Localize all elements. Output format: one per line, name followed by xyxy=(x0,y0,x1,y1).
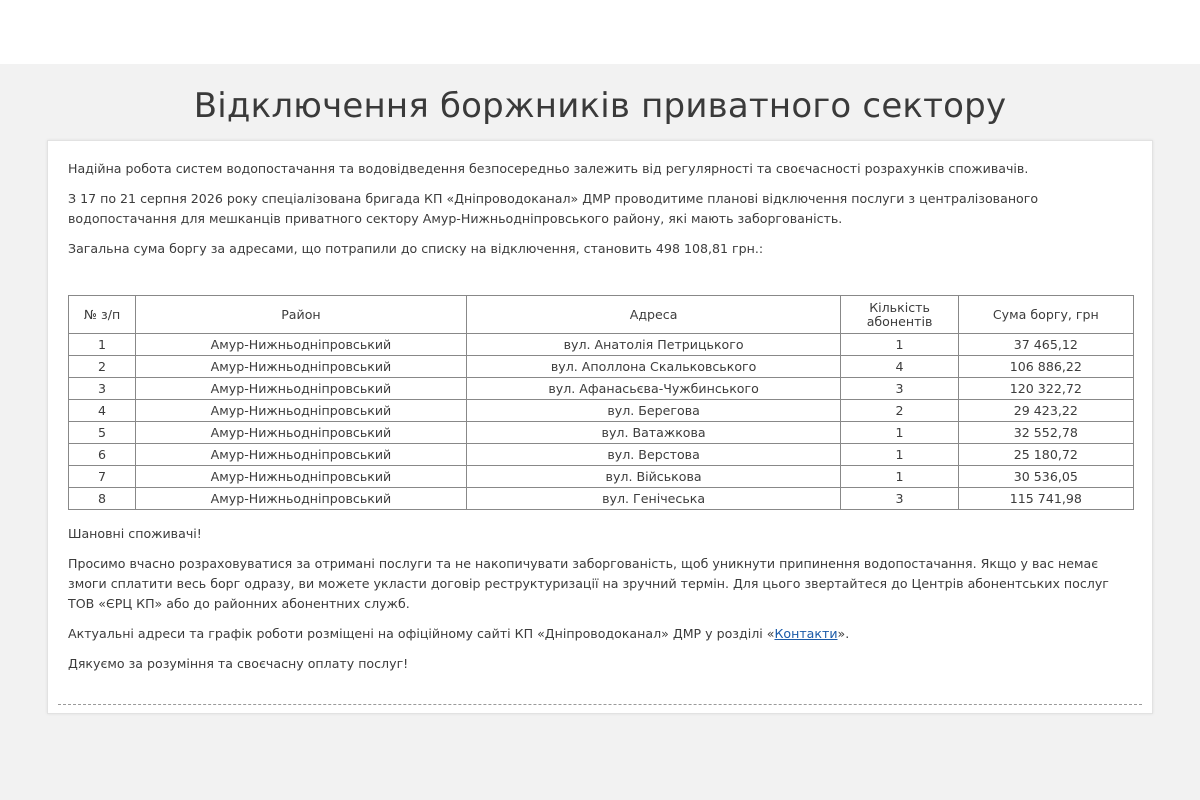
table-row xyxy=(69,422,1134,444)
intro-paragraph-1: Надійна робота систем водопостачання та водовідведення безпосередньо залежить від регулярності та своєчасності розрахунків споживачів. xyxy=(68,161,1029,176)
cell-number: 1 xyxy=(69,334,136,356)
cell-district: Амур-Нижньодніпровський xyxy=(136,422,467,444)
cell-debt-sum: 30 536,05 xyxy=(958,466,1133,488)
cell-district: Амур-Нижньодніпровський xyxy=(136,466,467,488)
cell-subscribers-count: 3 xyxy=(841,378,958,400)
cell-address: вул. Афанасьєва-Чужбинського xyxy=(466,378,841,400)
cell-address: вул. Військова xyxy=(466,466,841,488)
article-card xyxy=(47,140,1153,714)
cell-address: вул. Ватажкова xyxy=(466,422,841,444)
cell-address: вул. Аполлона Скальковського xyxy=(466,356,841,378)
page-title: Відключення боржників приватного сектору xyxy=(193,86,1007,126)
cell-district: Амур-Нижньодніпровський xyxy=(136,444,467,466)
cell-subscribers-count: 2 xyxy=(841,400,958,422)
cell-district: Амур-Нижньодніпровський xyxy=(136,488,467,510)
table-row xyxy=(69,378,1134,400)
cell-debt-sum: 29 423,22 xyxy=(958,400,1133,422)
cell-district: Амур-Нижньодніпровський xyxy=(136,378,467,400)
cell-debt-sum: 120 322,72 xyxy=(958,378,1133,400)
cell-district: Амур-Нижньодніпровський xyxy=(136,334,467,356)
table-body xyxy=(69,334,1134,510)
contacts-link[interactable]: Контакти xyxy=(774,626,838,641)
cell-subscribers-count: 1 xyxy=(841,422,958,444)
cell-debt-sum: 37 465,12 xyxy=(958,334,1133,356)
header-subscribers-count: Кількість абонентів xyxy=(841,296,958,334)
cell-number: 4 xyxy=(69,400,136,422)
intro-paragraph-3: Загальна сума боргу за адресами, що потрапили до списку на відключення, становить 498 108,81 грн.: xyxy=(68,241,764,256)
intro-paragraph-2: З 17 по 21 серпня 2026 року спеціалізована бригада КП «Дніпроводоканал» ДМР проводитиме планові відключення послуги з централізованого водопостачання для мешканців приватного сектору Амур-Нижньодніпровського району, які мають заборгованість. xyxy=(68,191,1039,226)
cell-address: вул. Анатолія Петрицького xyxy=(466,334,841,356)
table-row xyxy=(69,466,1134,488)
outro-paragraph-2 xyxy=(68,624,1134,644)
cell-number: 2 xyxy=(69,356,136,378)
cell-subscribers-count: 3 xyxy=(841,488,958,510)
header-district: Район xyxy=(136,296,467,334)
cell-number: 3 xyxy=(69,378,136,400)
table-row xyxy=(69,400,1134,422)
cell-address: вул. Генічеська xyxy=(466,488,841,510)
outro-paragraph-1: Просимо вчасно розраховуватися за отримані послуги та не накопичувати заборгованість, щоб уникнути припинення водопостачання. Якщо у вас немає змоги сплатити весь борг одразу, ви можете укласти договір реструктуризації на зручний термін. Для цього звертайтеся до Центрів абонентських послуг ТОВ «ЄРЦ КП» або до районних абонентних служб. xyxy=(68,556,1109,611)
cell-subscribers-count: 1 xyxy=(841,444,958,466)
dashed-divider xyxy=(58,704,1142,705)
top-band xyxy=(0,0,1200,64)
cell-number: 8 xyxy=(69,488,136,510)
cell-district: Амур-Нижньодніпровський xyxy=(136,356,467,378)
cell-address: вул. Верстова xyxy=(466,444,841,466)
cell-debt-sum: 106 886,22 xyxy=(958,356,1133,378)
cell-debt-sum: 32 552,78 xyxy=(958,422,1133,444)
cell-number: 6 xyxy=(69,444,136,466)
cell-number: 5 xyxy=(69,422,136,444)
cell-subscribers-count: 4 xyxy=(841,356,958,378)
cell-subscribers-count: 1 xyxy=(841,334,958,356)
cell-address: вул. Берегова xyxy=(466,400,841,422)
outro-paragraph-2-before: Актуальні адреси та графік роботи розміщені на офіційному сайті КП «Дніпроводоканал» ДМР у розділі « xyxy=(68,626,775,641)
cell-debt-sum: 25 180,72 xyxy=(958,444,1133,466)
cell-subscribers-count: 1 xyxy=(841,466,958,488)
table-row xyxy=(69,488,1134,510)
header-debt-sum: Сума боргу, грн xyxy=(958,296,1133,334)
greeting: Шановні споживачі! xyxy=(68,526,202,541)
table-header-row xyxy=(69,296,1134,334)
cell-debt-sum: 115 741,98 xyxy=(958,488,1133,510)
header-address: Адреса xyxy=(466,296,841,334)
cell-district: Амур-Нижньодніпровський xyxy=(136,400,467,422)
debtors-table xyxy=(68,295,1134,510)
article-content xyxy=(68,159,1134,684)
table-row xyxy=(69,444,1134,466)
table-row xyxy=(69,356,1134,378)
outro-paragraph-2-after: ». xyxy=(837,626,850,641)
thanks-paragraph: Дякуємо за розуміння та своєчасну оплату послуг! xyxy=(68,656,409,671)
header-number: № з/п xyxy=(69,296,136,334)
table-row xyxy=(69,334,1134,356)
cell-number: 7 xyxy=(69,466,136,488)
